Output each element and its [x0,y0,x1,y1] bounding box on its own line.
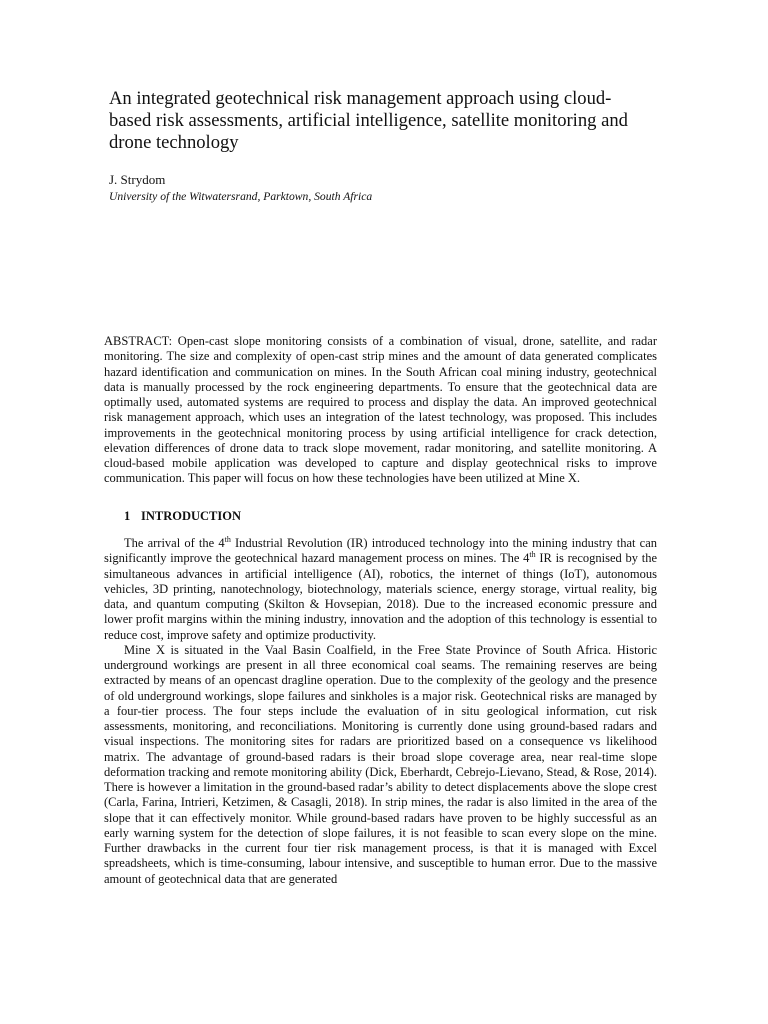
superscript-th: th [224,534,231,544]
superscript-th: th [529,550,536,560]
section-title: INTRODUCTION [141,509,242,523]
paragraph-1-part-b: Industrial Revolution (IR) introduced technology into the mining industry that can significantly improve the geotechnical hazard management process on mines. The 4 [104,536,658,566]
paragraph-1-part-c: IR is recognised by the simultaneous advances in artificial intelligence (AI), robotics, the internet of things (IoT), autonomous vehicles, 3D printing, nanotechnology, biotechnology, materials science, energy storage, virtual reality, big data, and quantum computing (Skilton & Hovsepian, 2018). Due to the increased economic pressure and lower profit margins within the mining industry, innovation and the adoption of this technology is essential to reduce cost, improve safety and optimize productivity. [104,551,657,642]
author-affiliation: University of the Witwatersrand, Parktown, South Africa [109,190,373,203]
abstract-paragraph: ABSTRACT: Open-cast slope monitoring consists of a combination of visual, drone, satellite, and radar monitoring. The size and complexity of open-cast strip mines and the amount of data generated complicates hazard identification and communication on mines. In the South African coal mining industry, geotechnical data is manually processed by the rock engineering departments. To ensure that the geotechnical data are optimally used, automated systems are required to process and display the data. An improved geotechnical risk management approach, which uses an integration of the latest technology, was proposed. This includes improvements in the geotechnical monitoring process by using artificial intelligence for crack detection, elevation differences of drone data to track slope movement, radar monitoring, and satellite monitoring. A cloud-based mobile application was developed to capture and display geotechnical risks to improve communication. This paper will focus on how these technologies have been utilized at Mine X. [104,334,657,486]
section-number: 1 [124,509,131,523]
author-name: J. Strydom [109,172,166,187]
section-heading [124,509,241,524]
paragraph-1-part-a: The arrival of the 4 [124,536,225,550]
paper-title: An integrated geotechnical risk management approach using cloud-based risk assessments, artificial intelligence, satellite monitoring and drone technology [109,88,628,153]
paragraph-1 [104,536,657,643]
body-text [104,536,657,887]
paragraph-2: Mine X is situated in the Vaal Basin Coalfield, in the Free State Province of South Africa. Historic underground workings are present in all three economical coal seams. The remaining reserves are being extracted by means of an opencast dragline operation. Due to the complexity of the geology and the presence of old underground workings, slope failures and sinkholes is a major risk. Geotechnical risks are managed by a four-tier process. The four steps include the evaluation of in situ geological information, cut risk assessments, monitoring, and reconciliations. Monitoring is currently done using ground-based radars and visual inspections. The monitoring sites for radars are prioritized based on a consequence vs likelihood matrix. The advantage of ground-based radars is their broad slope coverage area, near real-time slope deformation tracking and remote monitoring ability (Dick, Eberhardt, Cebrejo-Lievano, Stead, & Rose, 2014). There is however a limitation in the ground-based radar’s ability to detect displacements above the slope crest (Carla, Farina, Intrieri, Ketzimen, & Casagli, 2018). In strip mines, the radar is also limited in the area of the slope that it can effectively monitor. While ground-based radars have proven to be highly successful as an early warning system for the detection of slope failures, it is not feasible to scan every slope on the mine. Further drawbacks in the current four tier risk management process, is that it is managed with Excel spreadsheets, which is time-consuming, labour intensive, and susceptible to human error. Due to the massive amount of geotechnical data that are generated [104,642,657,886]
